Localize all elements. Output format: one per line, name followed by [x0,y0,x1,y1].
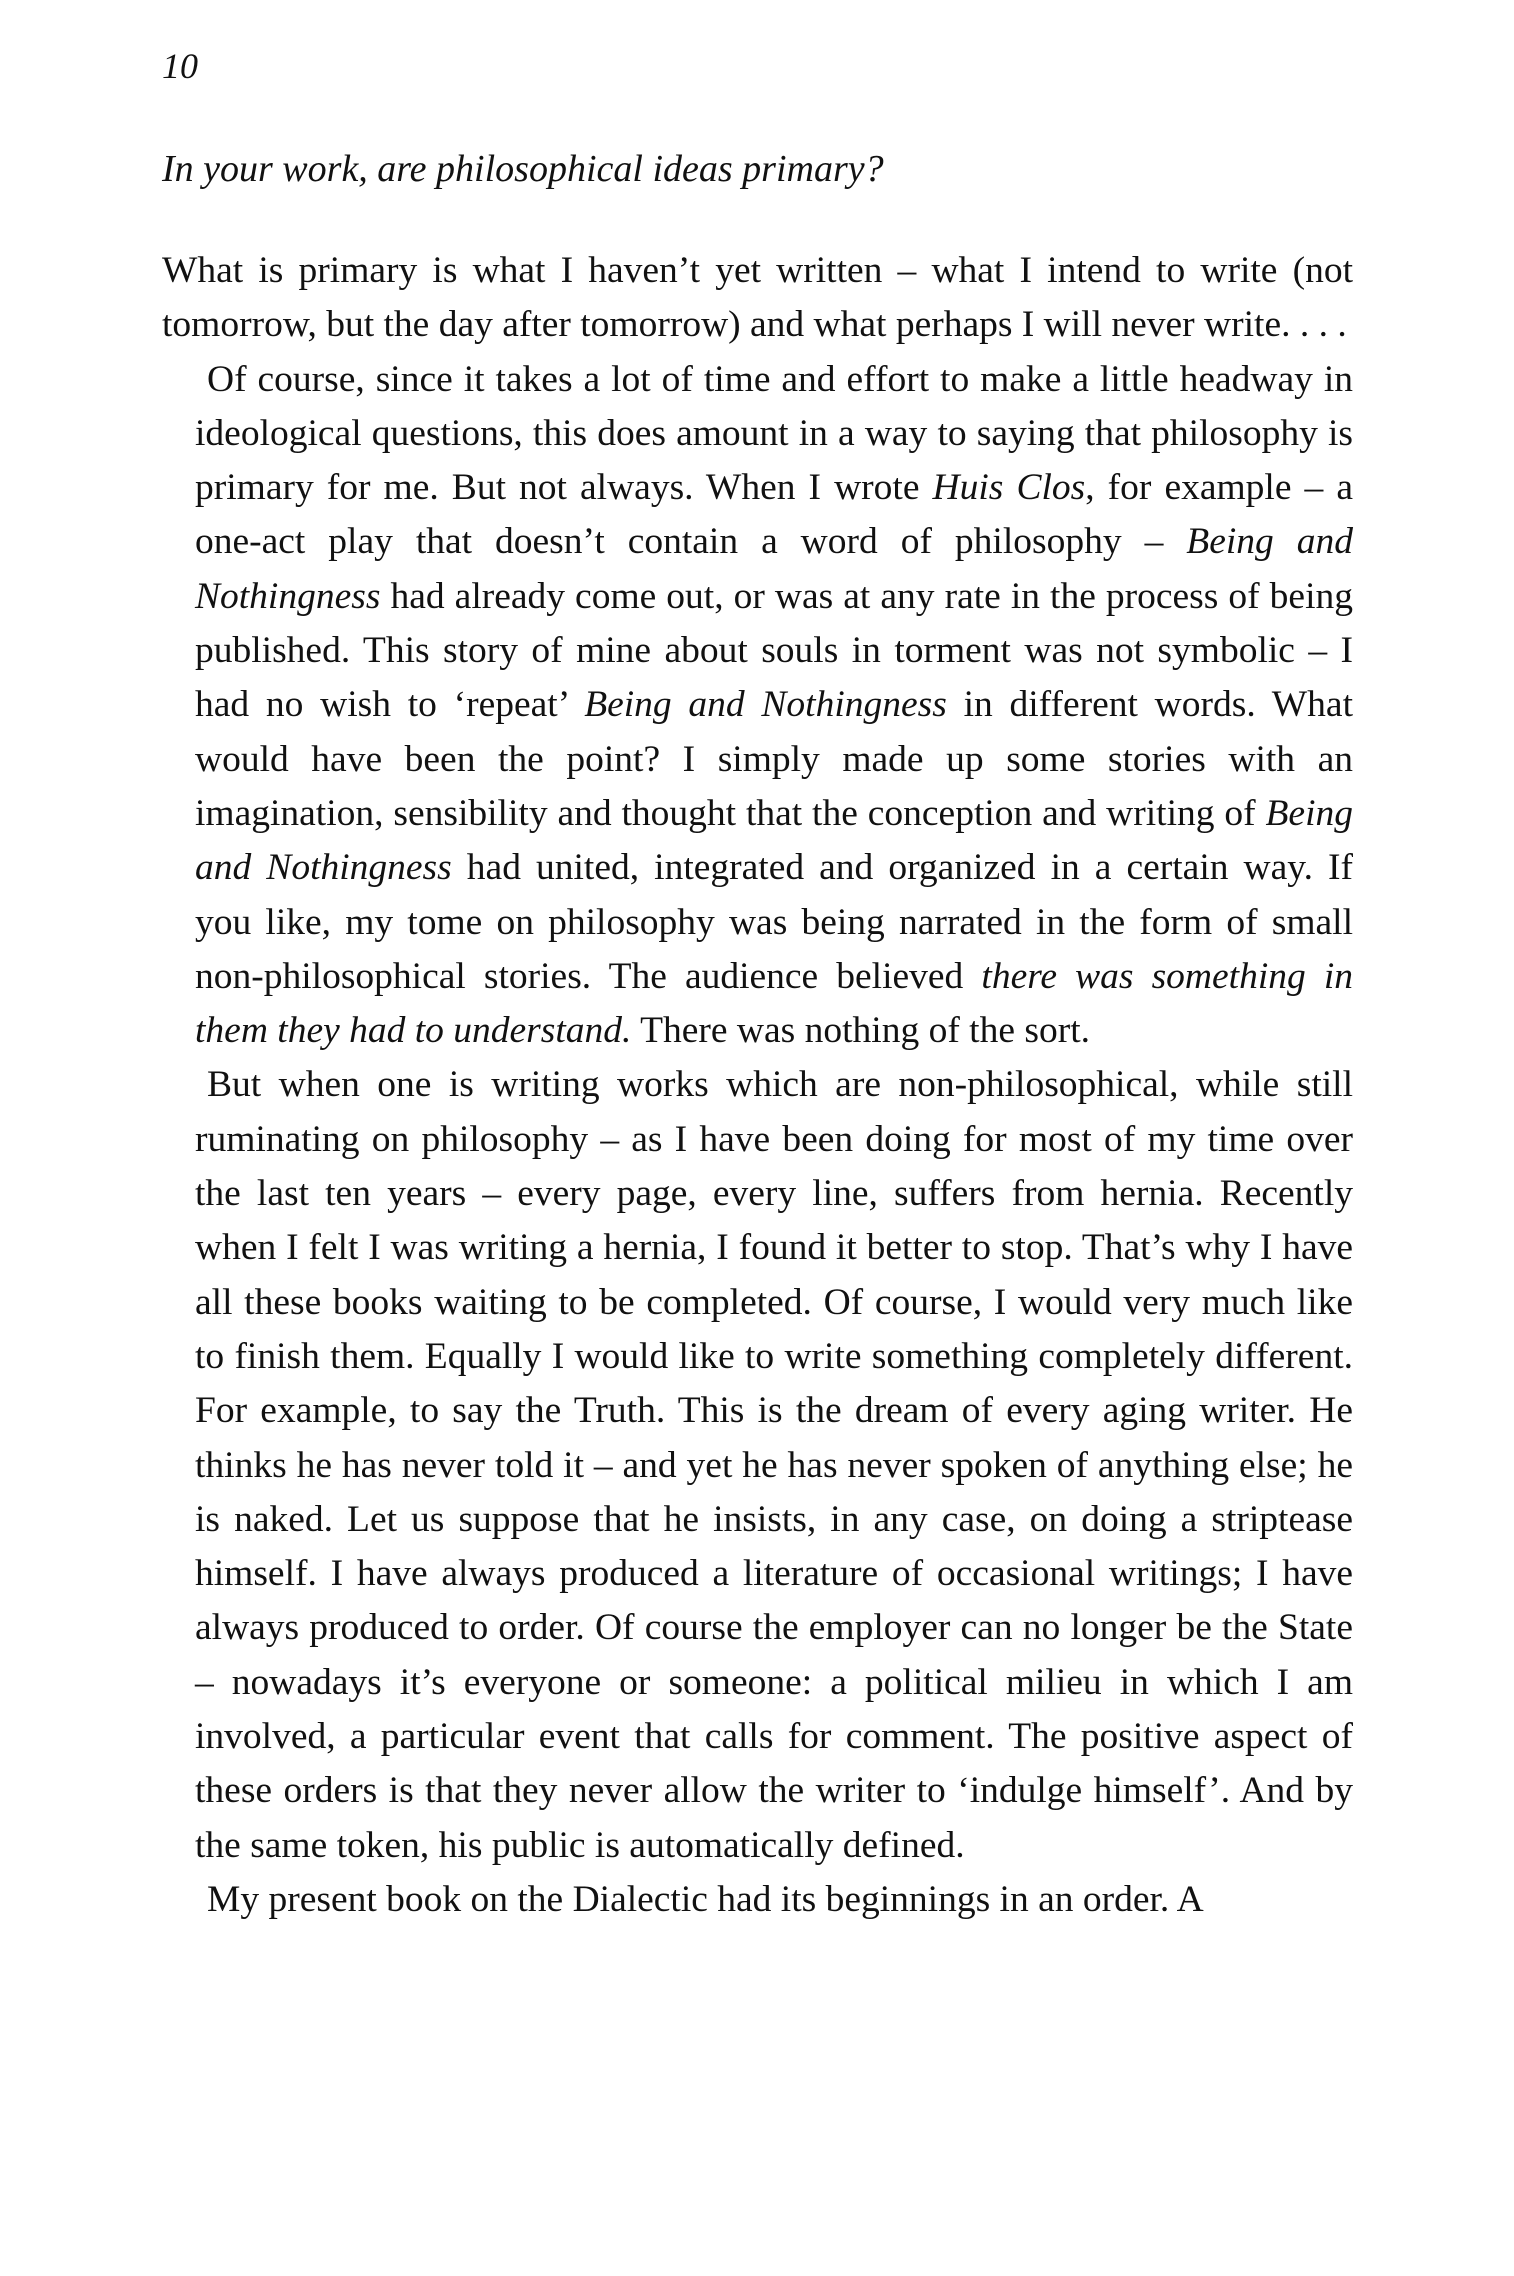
text-segment: had already come out, or was at any rate in the process of being published. This story of mine about souls in torment was not symbolic – I had no wish to ‘repeat’ [195,575,1353,726]
title-being-and-nothingness: Being and Nothingness [584,684,947,726]
body-text [162,244,1354,1927]
text-segment: What is primary is what I haven’t yet written – what I intend to write (not tomorrow, but the day after tomorrow) and what perhaps I will never write. . . . [162,250,1353,346]
text-segment: had united, integrated and organized in a certain way. If you like, my tome on philosophy was being narrated in the form of small non-philosophical stories. The audience believed [195,847,1353,997]
paragraph-3 [195,1058,1353,1872]
text-segment: There was nothing of the sort. [631,1010,1090,1052]
text-segment: My present book on the Dialectic had its beginnings in an order. A [207,1878,1204,1920]
page-number: 10 [162,46,198,86]
text-segment: But when one is writing works which are non-philosophical, while still ruminating on philosophy – as I have been doing for most of my time over the last ten years – every page, every line, suffers from hernia. Recently when I felt I was writing a hernia, I found it better to stop. That’s why I have all these books waiting to be completed. Of course, I would very much like to finish them. Equally I would like to write something completely different. For example, to say the Truth. This is the dream of every aging writer. He thinks he has never told it – and yet he has never spoken of anything else; he is naked. Let us suppose that he insists, in any case, on doing a striptease himself. I have always produced a literature of occasional writings; I have always produced to order. Of course the employer can no longer be the State – nowadays it’s everyone or someone: a political milieu in which I am involved, a particular event that calls for comment. The positive aspect of these orders is that they never allow the writer to ‘indulge himself’. And by the same token, his public is automatically defined. [195,1064,1353,1866]
paragraph-1 [162,244,1353,353]
paragraph-2 [195,353,1353,1059]
title-huis-clos: Huis Clos [932,467,1086,509]
interview-question: In your work, are philosophical ideas primary? [162,148,884,190]
text-segment: , for example – a one-act play that doesn’t contain a word of philosophy – [195,467,1353,563]
title-being-and-nothingness: Being and Nothingness [195,792,1353,889]
emphasized-phrase: there was something in them they had to understand. [195,955,1354,1052]
text-segment: Of course, since it takes a lot of time and effort to make a little headway in ideological questions, this does amount in a way to saying that philosophy is primary for me. But not always. When I wrote [195,358,1353,509]
title-being-and-nothingness: Being and Nothingness [195,521,1353,617]
paragraph-4 [195,1873,1353,1927]
text-segment: in different words. What would have been the point? I simply made up some stories with an imagination, sensibility and thought that the conception and writing of [195,684,1353,834]
